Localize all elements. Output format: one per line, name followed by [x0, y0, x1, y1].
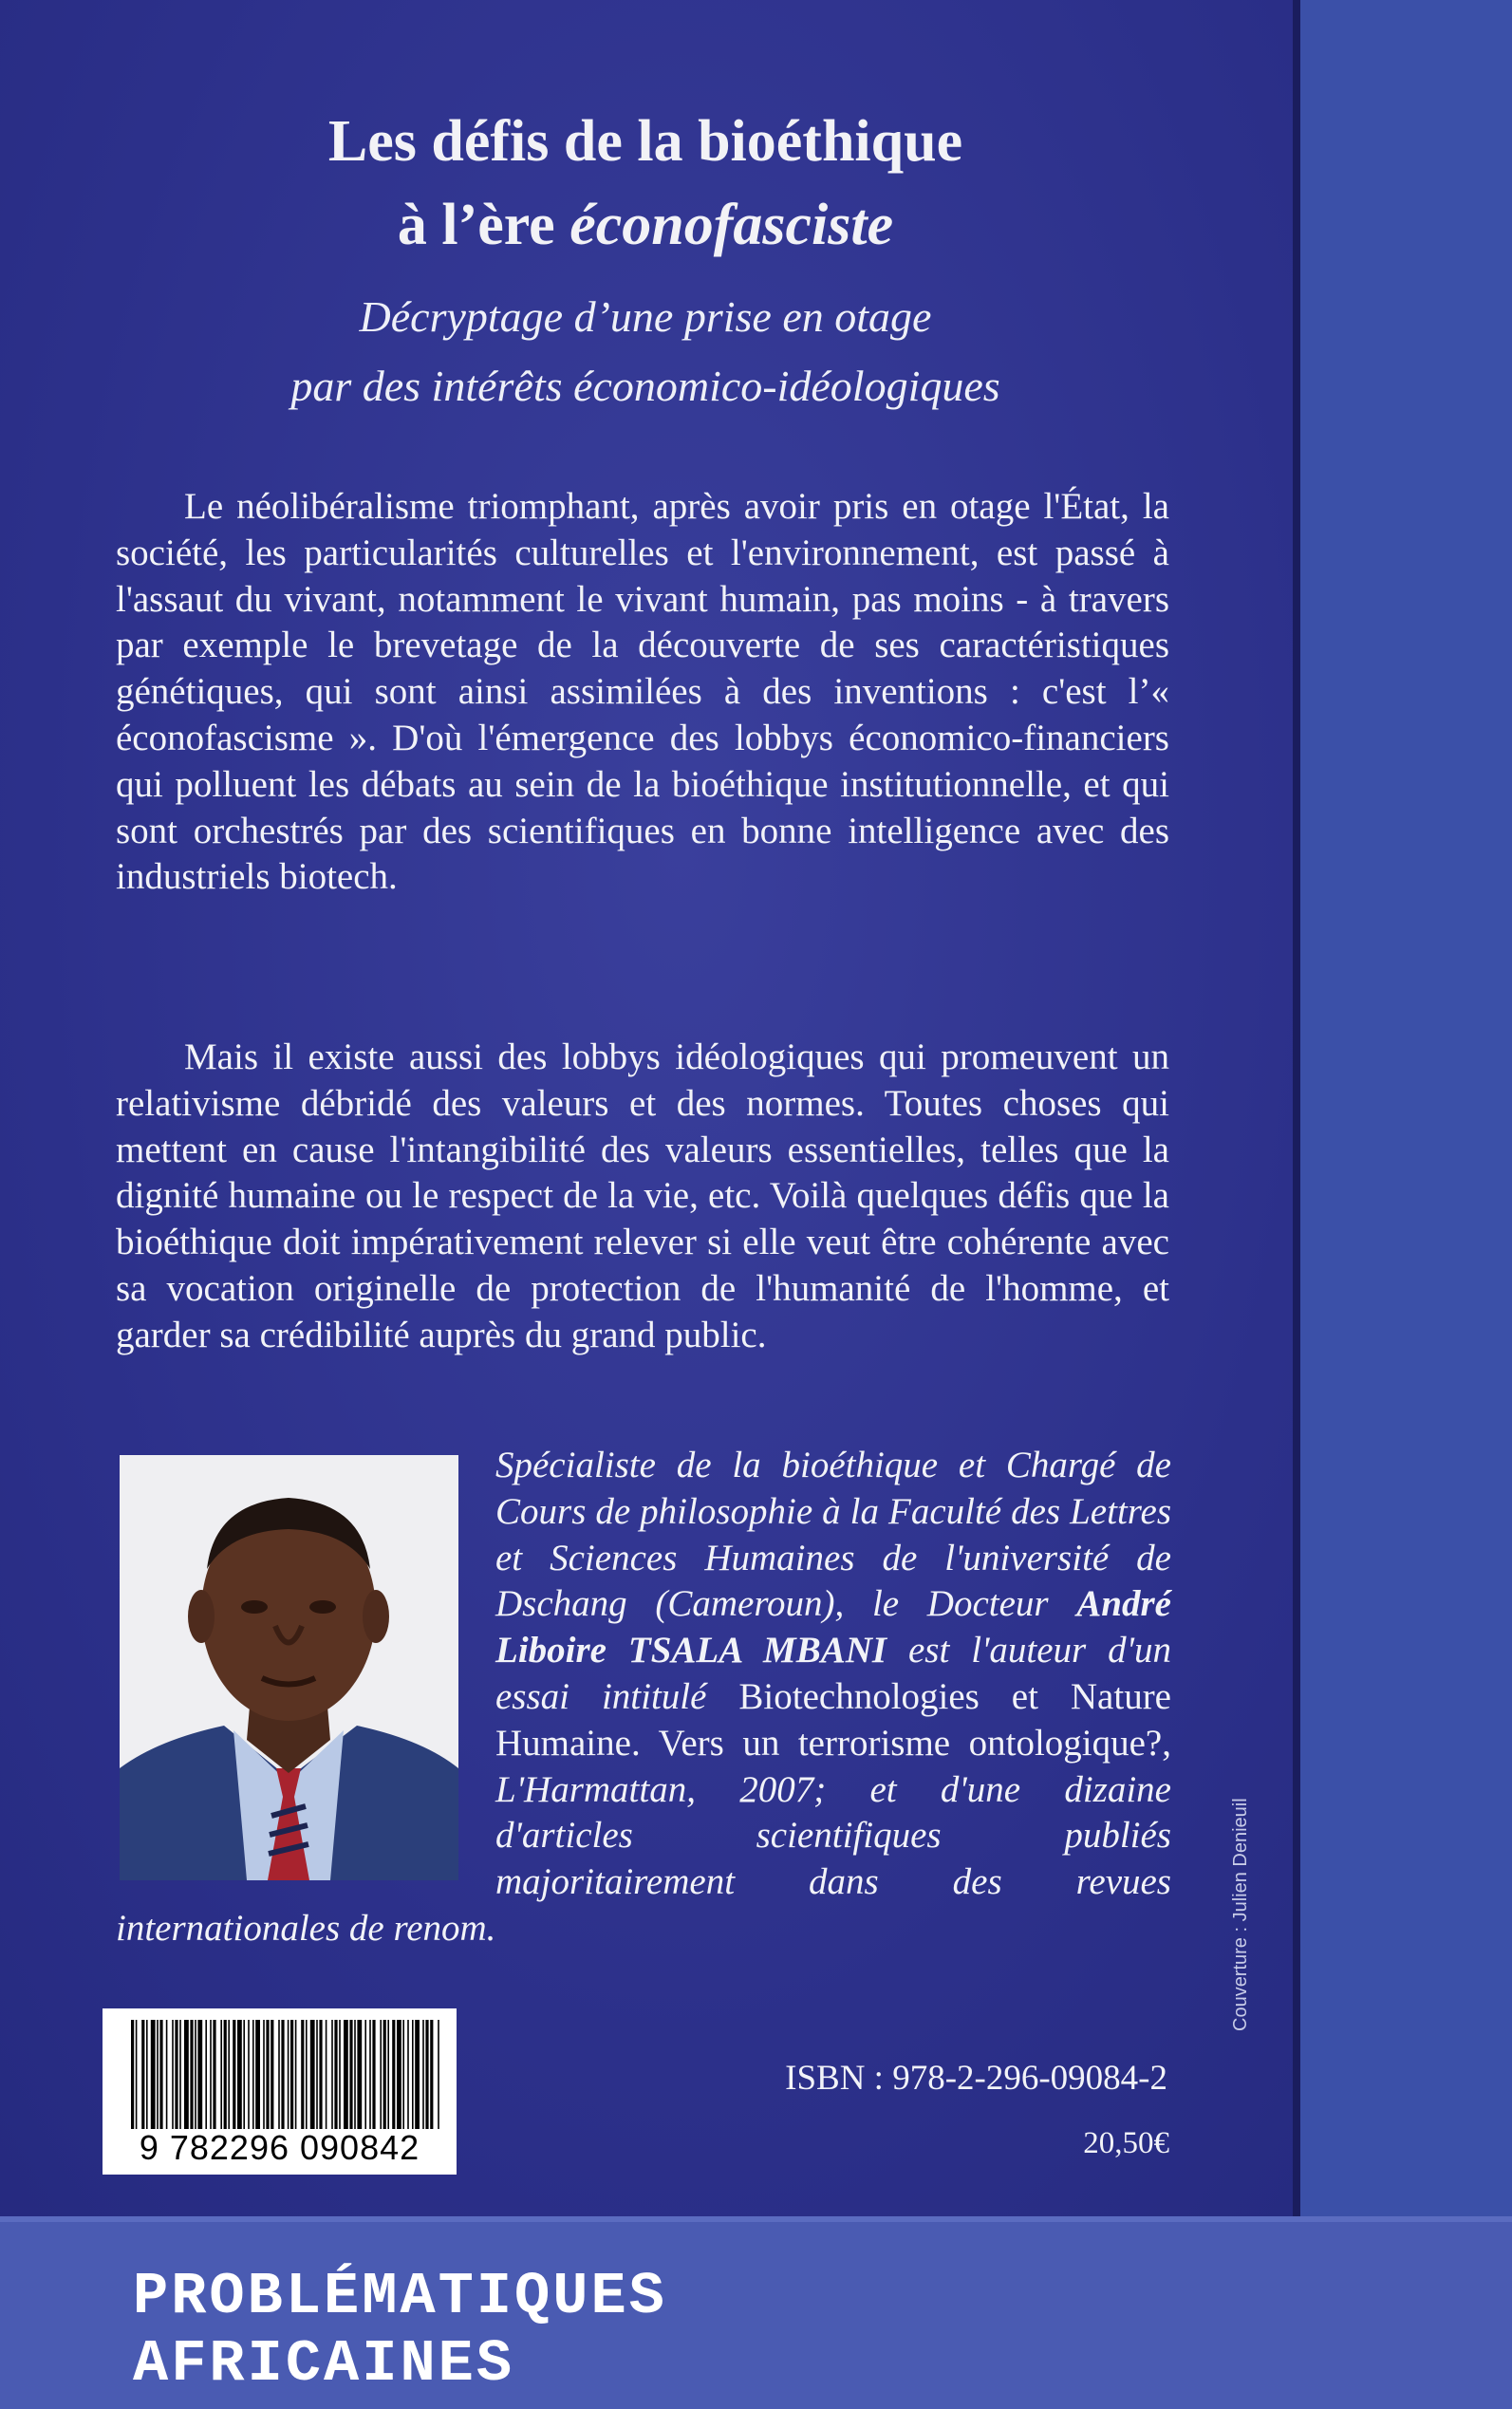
book-title-line1: Les défis de la bioéthique — [327, 109, 963, 174]
barcode-bar — [331, 2020, 333, 2129]
barcode-bar — [184, 2020, 189, 2129]
barcode-bar — [172, 2020, 174, 2129]
barcode-bar — [295, 2020, 297, 2129]
barcode-bar — [205, 2020, 207, 2129]
barcode-bar — [326, 2020, 327, 2129]
barcode-bar — [402, 2020, 404, 2129]
barcode-bar — [281, 2020, 284, 2129]
barcode-bar — [438, 2020, 439, 2129]
barcode-bar — [175, 2020, 177, 2129]
photo-wrap-spacer — [116, 1443, 495, 1889]
barcode-bar — [197, 2020, 202, 2129]
barcode-bar — [166, 2020, 168, 2129]
book-title-line2 — [152, 190, 1139, 260]
barcode-bar — [228, 2020, 230, 2129]
barcode-bar — [213, 2020, 215, 2129]
barcode-bar — [380, 2020, 382, 2129]
series-name-line1: PROBLÉMATIQUES — [133, 2263, 667, 2330]
barcode-bar — [131, 2020, 134, 2129]
barcode-bar — [151, 2020, 156, 2129]
barcode-bar — [255, 2020, 260, 2129]
barcode-bar — [339, 2020, 341, 2129]
barcode-bar — [266, 2020, 269, 2129]
author-bio — [116, 1443, 1171, 1952]
essay-title: Biotechnologies et Nature Humaine. Vers un terrorisme ontologique?, — [495, 1675, 1171, 1764]
barcode-bar — [210, 2020, 212, 2129]
barcode-bar — [288, 2020, 289, 2129]
bio-text-1: Spécialiste de la bioéthique et Chargé de Cours de philosophie à la Faculté des Lettres et Sciences Humaines de l'université de Dschang (Cameroun), le Docteur — [495, 1445, 1171, 1625]
barcode-bar — [372, 2020, 375, 2129]
barcode-bar — [357, 2020, 362, 2129]
barcode-bar — [271, 2020, 273, 2129]
barcode-bars — [131, 2020, 440, 2129]
barcode-bar — [412, 2020, 414, 2129]
barcode-bar — [243, 2020, 245, 2129]
barcode-bar — [306, 2020, 308, 2129]
barcode-bar — [179, 2020, 181, 2129]
barcode-bar — [349, 2020, 352, 2129]
barcode-bar — [422, 2020, 424, 2129]
subtitle-line2: par des intérêts économico-idéologiques — [290, 362, 1000, 410]
barcode-bar — [316, 2020, 318, 2129]
bio-text-3: L'Harmattan, 2007; et d'une dizaine d'articles scientifiques publiés majoritairement dans des revues internationales de renom. — [116, 1768, 1171, 1949]
barcode-bar — [310, 2020, 315, 2129]
barcode-bar — [263, 2020, 265, 2129]
barcode-bar — [334, 2020, 337, 2129]
barcode-bar — [237, 2020, 242, 2129]
barcode-bar — [407, 2020, 409, 2129]
isbn-number: ISBN : 978-2-296-09084-2 — [785, 2059, 1167, 2098]
barcode-digits: 9 782296 090842 — [139, 2128, 420, 2167]
series-name-line2: AFRICAINES — [133, 2330, 515, 2398]
barcode-bar — [157, 2020, 159, 2129]
barcode-bar — [159, 2020, 162, 2129]
spine-edge — [1293, 0, 1300, 2216]
author-name: André Liboire TSALA MBANI — [495, 1583, 1171, 1671]
barcode-bar — [344, 2020, 348, 2129]
barcode-bar — [383, 2020, 386, 2129]
barcode-bar — [354, 2020, 356, 2129]
cover-credit: Couverture : Julien Denieuil — [1230, 1798, 1251, 2031]
barcode-bar — [220, 2020, 222, 2129]
barcode-bar — [141, 2020, 144, 2129]
barcode-bar — [224, 2020, 227, 2129]
barcode-bar — [290, 2020, 293, 2129]
barcode-bar — [392, 2020, 395, 2129]
barcode-bar — [364, 2020, 366, 2129]
barcode-bar — [430, 2020, 433, 2129]
barcode-bar — [252, 2020, 254, 2129]
barcode-bar — [319, 2020, 322, 2129]
barcode-bar — [136, 2020, 138, 2129]
barcode-bar — [415, 2020, 420, 2129]
barcode-bar — [248, 2020, 250, 2129]
title-italic: éconofasciste — [569, 193, 894, 257]
spine-strip — [1300, 0, 1512, 2216]
blurb-paragraph-2: Mais il existe aussi des lobbys idéologiques qui promeuvent un relativisme débridé des valeurs et des normes. Toutes choses qui mettent en cause l'intangibilité des valeurs essentielles, telles que la dignité humaine ou le respect de la vie, etc. Voilà quelques défis que la bioéthique doit impérativement relever si elle veut être cohérente avec sa vocation originelle de protection de l'humanité de l'homme, et garder sa crédibilité auprès du grand public. — [116, 1036, 1169, 1355]
barcode-bar — [369, 2020, 371, 2129]
barcode-bar — [195, 2020, 196, 2129]
barcode-bar — [233, 2020, 235, 2129]
barcode-bar — [278, 2020, 280, 2129]
barcode-bar — [301, 2020, 304, 2129]
barcode-bar — [387, 2020, 389, 2129]
barcode-bar — [397, 2020, 401, 2129]
subtitle-line1: Décryptage d’une prise en otage — [359, 292, 932, 341]
barcode-bar — [425, 2020, 428, 2129]
blurb-paragraph-1: Le néolibéralisme triomphant, après avoir pris en otage l'État, la société, les particularités culturelles et l'environnement, est passé à l'assaut du vivant, notamment le vivant humain, pas moins - à travers par exemple le brevetage de la découverte de ses caractéristiques génétiques, qui sont ainsi assimilées à des inventions : c'est l’« éconofascisme ». D'où l'émergence des lobbys économico-financiers qui polluent les débats au sein de la bioéthique institutionnelle, et qui sont orchestrés par des scientifiques en bonne intelligence avec des industriels biotech. — [116, 486, 1169, 898]
barcode-bar — [146, 2020, 148, 2129]
isbn-barcode — [103, 2008, 457, 2175]
bio-text-2: est l'auteur d'un essai intitulé — [495, 1630, 1171, 1717]
price: 20,50€ — [1083, 2126, 1169, 2160]
title-prefix: à l’ère — [397, 193, 570, 257]
band-divider — [0, 2216, 1512, 2222]
barcode-bar — [190, 2020, 193, 2129]
